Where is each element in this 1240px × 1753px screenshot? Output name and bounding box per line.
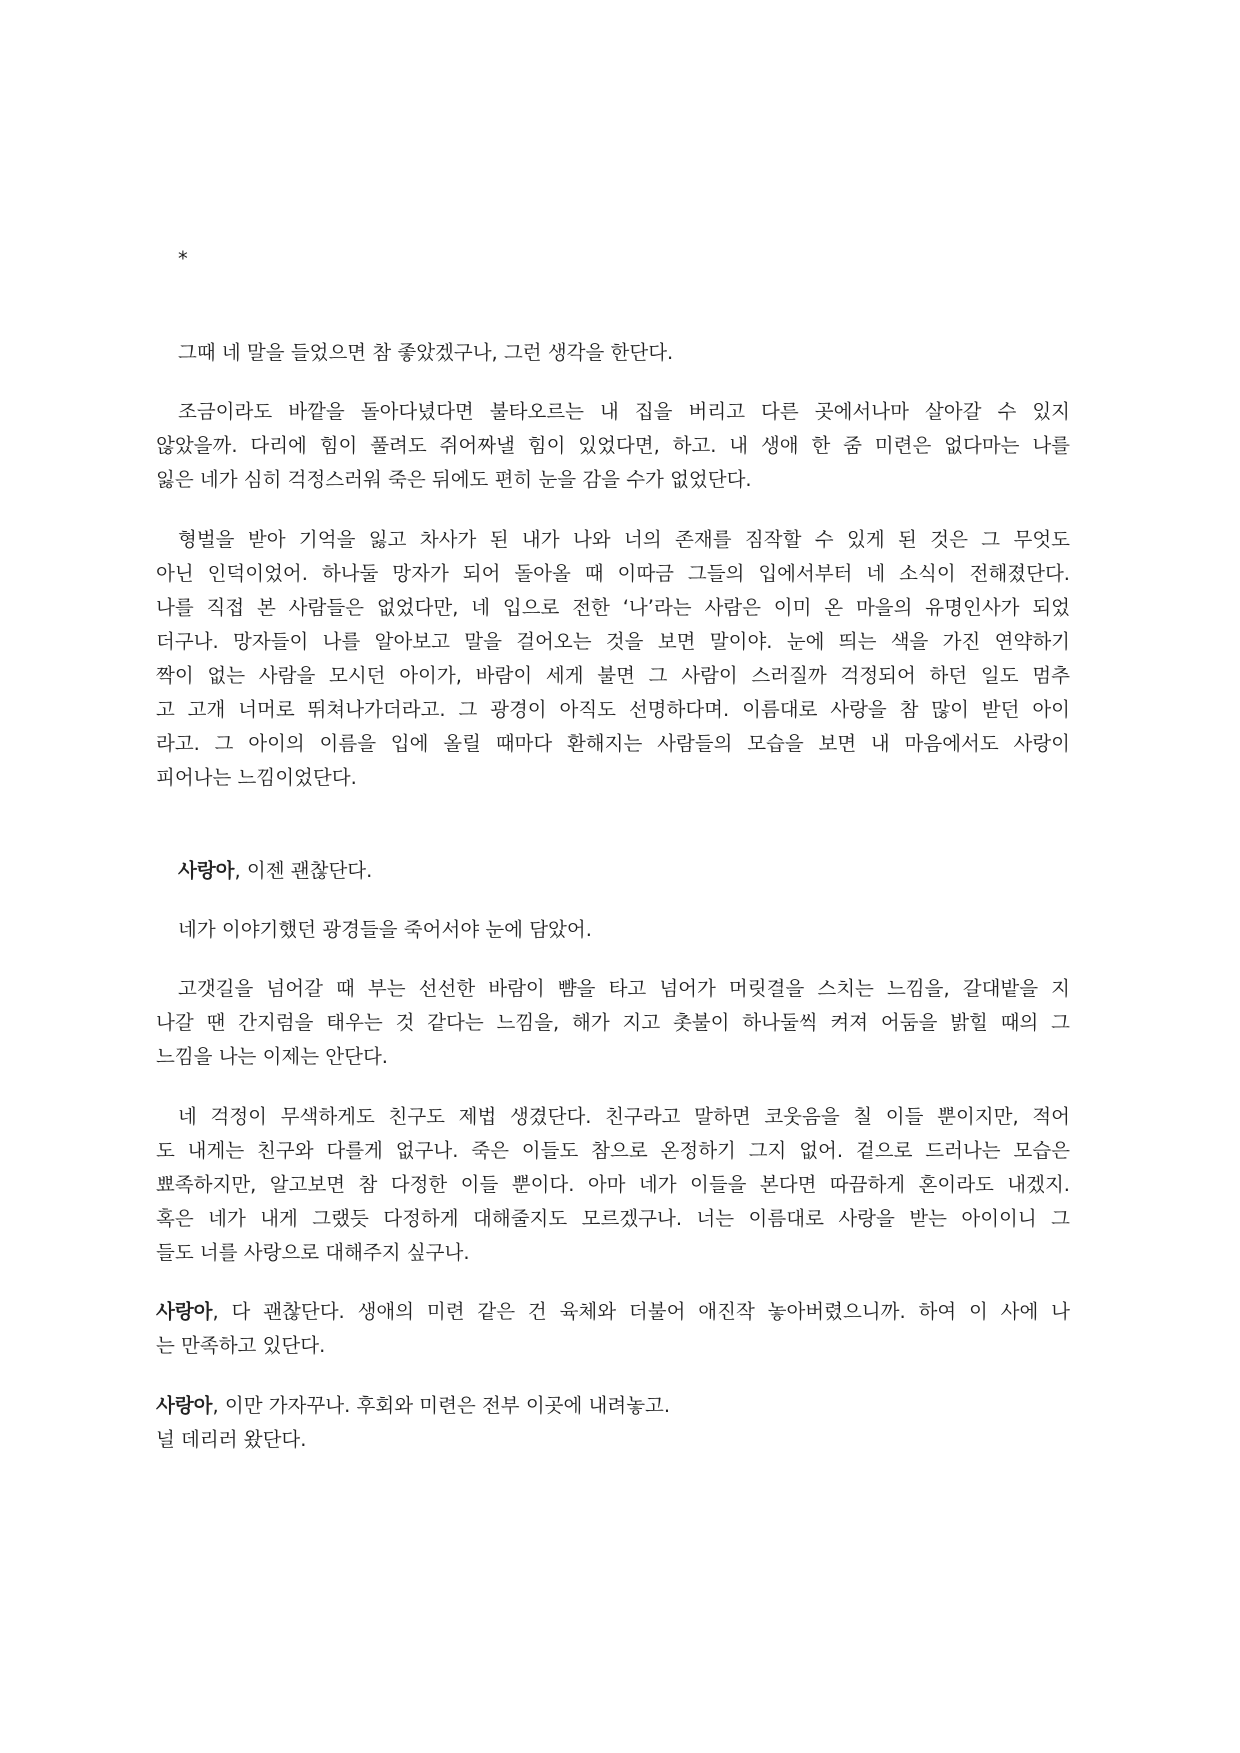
paragraph-4-line-1 <box>178 854 1070 888</box>
addressee-name: 사랑아 <box>156 1394 213 1417</box>
section-separator: * <box>178 247 188 270</box>
paragraph-8-text: , 다 괜찮단다. 생애의 미련 같은 건 육체와 더불어 애진작 놓아버렸으니까. 하여 이 사에 나 <box>212 1300 1070 1323</box>
paragraph-4-text: , 이젠 괜찮단다. <box>234 859 373 882</box>
paragraph-3-line-8: 피어나는 느낌이었단다. <box>156 766 357 789</box>
paragraph-8-line-1 <box>156 1295 1070 1329</box>
paragraph-2-line-3: 잃은 네가 심히 걱정스러워 죽은 뒤에도 편히 눈을 감을 수가 없었단다. <box>156 468 752 491</box>
paragraph-2-line-2: 않았을까. 다리에 힘이 풀려도 쥐어짜낼 힘이 있었다면, 하고. 내 생애 한 줌 미련은 없다마는 나를 <box>156 434 1070 457</box>
paragraph-3-line-3: 나를 직접 본 사람들은 없었다만, 네 입으로 전한 ‘나’라는 사람은 이미 온 마을의 유명인사가 되었 <box>156 596 1070 619</box>
addressee-name: 사랑아 <box>178 859 235 882</box>
paragraph-9-line-1 <box>156 1389 1048 1423</box>
paragraph-2-line-1: 조금이라도 바깥을 돌아다녔다면 불타오르는 내 집을 버리고 다른 곳에서나마 살아갈 수 있지 <box>178 400 1070 423</box>
paragraph-3-line-1: 형벌을 받아 기억을 잃고 차사가 된 내가 나와 너의 존재를 짐작할 수 있게 된 것은 그 무엇도 <box>178 528 1070 551</box>
addressee-name: 사랑아 <box>156 1300 213 1323</box>
paragraph-6-line-1: 고갯길을 넘어갈 때 부는 선선한 바람이 뺨을 타고 넘어가 머릿결을 스치는 느낌을, 갈대밭을 지 <box>178 977 1070 1000</box>
paragraph-7-line-3: 뾰족하지만, 알고보면 참 다정한 이들 뿐이다. 아마 네가 이들을 본다면 따끔하게 혼이라도 내겠지. <box>156 1173 1070 1196</box>
paragraph-3-line-5: 짝이 없는 사람을 모시던 아이가, 바람이 세게 불면 그 사람이 스러질까 걱정되어 하던 일도 멈추 <box>156 664 1070 687</box>
paragraph-9-text: , 이만 가자꾸나. 후회와 미련은 전부 이곳에 내려놓고. <box>212 1394 671 1417</box>
paragraph-3-line-6: 고 고개 너머로 뛰쳐나가더라고. 그 광경이 아직도 선명하다며. 이름대로 사랑을 참 많이 받던 아이 <box>156 698 1070 721</box>
paragraph-5-line-1: 네가 이야기했던 광경들을 죽어서야 눈에 담았어. <box>178 918 592 941</box>
paragraph-7-line-1: 네 걱정이 무색하게도 친구도 제법 생겼단다. 친구라고 말하면 코웃음을 칠 이들 뿐이지만, 적어 <box>178 1105 1070 1128</box>
paragraph-1-line-1: 그때 네 말을 들었으면 참 좋았겠구나, 그런 생각을 한단다. <box>178 341 674 364</box>
paragraph-6-line-3: 느낌을 나는 이제는 안단다. <box>156 1045 389 1068</box>
paragraph-3-line-7: 라고. 그 아이의 이름을 입에 올릴 때마다 환해지는 사람들의 모습을 보면 내 마음에서도 사랑이 <box>156 732 1070 755</box>
paragraph-7-line-5: 들도 너를 사랑으로 대해주지 싶구나. <box>156 1241 470 1264</box>
document-page <box>156 0 1070 1753</box>
paragraph-6-line-2: 나갈 땐 간지럼을 태우는 것 같다는 느낌을, 해가 지고 촛불이 하나둘씩 켜져 어둠을 밝힐 때의 그 <box>156 1011 1070 1034</box>
paragraph-7-line-2: 도 내게는 친구와 다를게 없구나. 죽은 이들도 참으로 온정하기 그지 없어. 겉으로 드러나는 모습은 <box>156 1139 1070 1162</box>
paragraph-9-line-2: 널 데리러 왔단다. <box>156 1428 307 1451</box>
paragraph-3-line-4: 더구나. 망자들이 나를 알아보고 말을 걸어오는 것을 보면 말이야. 눈에 띄는 색을 가진 연약하기 <box>156 630 1070 653</box>
paragraph-7-line-4: 혹은 네가 내게 그랬듯 다정하게 대해줄지도 모르겠구나. 너는 이름대로 사랑을 받는 아이이니 그 <box>156 1207 1070 1230</box>
paragraph-8-line-2: 는 만족하고 있단다. <box>156 1334 326 1357</box>
paragraph-3-line-2: 아닌 인덕이었어. 하나둘 망자가 되어 돌아올 때 이따금 그들의 입에서부터 네 소식이 전해졌단다. <box>156 562 1070 585</box>
